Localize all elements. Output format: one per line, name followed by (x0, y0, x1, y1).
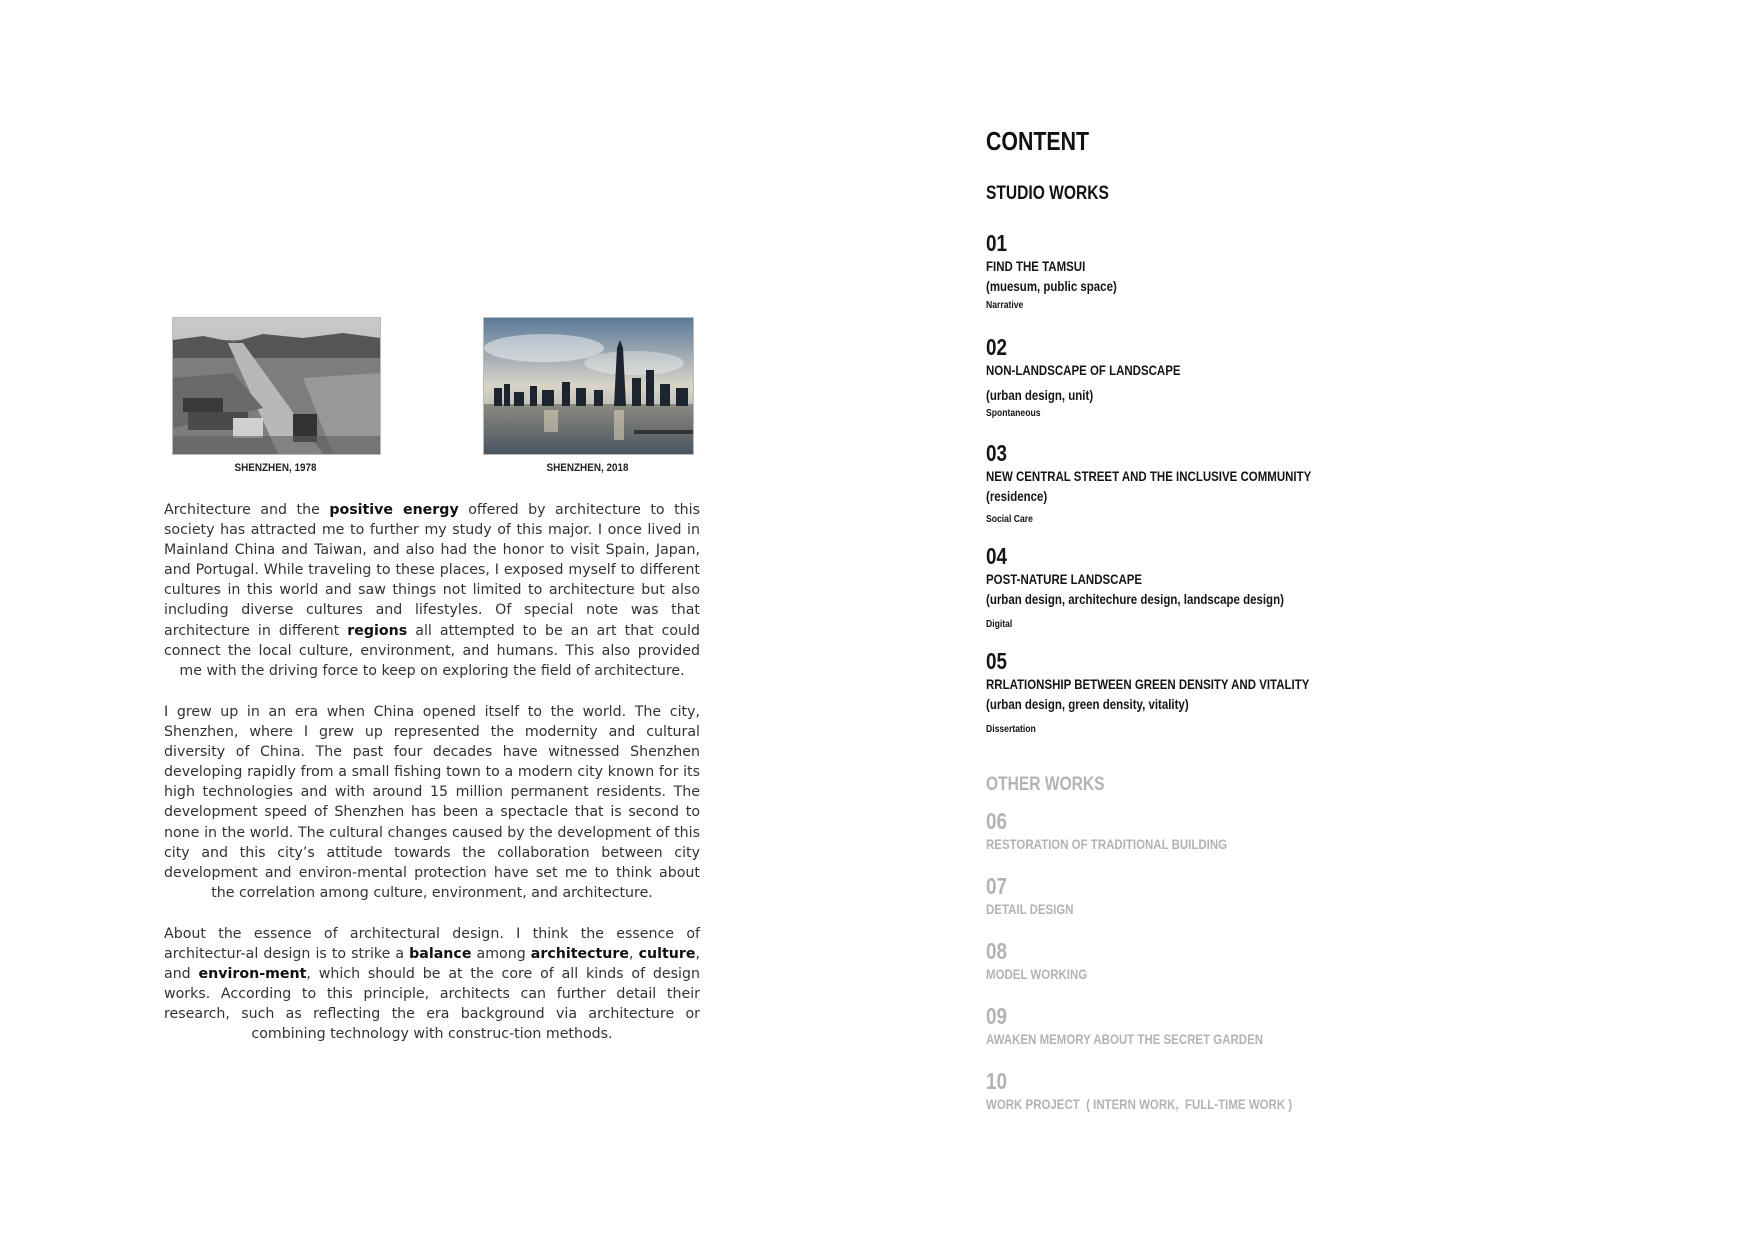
emphasis-term: environ-ment (198, 966, 307, 983)
shenzhen-1978-photo (172, 317, 381, 455)
toc-entry-08[interactable] (986, 938, 1586, 984)
entry-tag: Social Care (986, 513, 1033, 525)
toc-entry-06[interactable] (986, 808, 1586, 854)
entry-title: AWAKEN MEMORY ABOUT THE SECRET GARDEN (986, 1031, 1264, 1047)
toc-entry-03[interactable] (986, 440, 1586, 526)
entry-number: 06 (986, 808, 1007, 834)
entry-subtitle: (muesum, public space) (986, 278, 1117, 294)
toc-entry-09[interactable] (986, 1003, 1586, 1049)
entry-tag: Digital (986, 618, 1013, 630)
shenzhen-2018-photo (483, 317, 694, 455)
toc-entry-02[interactable] (986, 334, 1586, 420)
emphasis-term: regions (347, 622, 408, 639)
toc-entry-05[interactable] (986, 648, 1586, 736)
entry-title: MODEL WORKING (986, 966, 1088, 982)
entry-number: 10 (986, 1068, 1007, 1094)
toc-entry-01[interactable] (986, 230, 1586, 312)
entry-subtitle: (urban design, green density, vitality) (986, 696, 1189, 712)
entry-title: NON-LANDSCAPE OF LANDSCAPE (986, 362, 1181, 378)
entry-number: 07 (986, 873, 1007, 899)
photo-caption-2018: SHENZHEN, 2018 (546, 462, 629, 474)
essay-paragraph-1: Architecture and the positive energy offered by architecture to this society has attracted me to further my study of this major. I once lived in Mainland China and Taiwan, and also had the honor to visit Spain, Japan, and Portugal. While traveling to these places, I exposed myself to different cultures in this world and saw things not limited to architecture but also including diverse cultures and lifestyles. Of special note was that architecture in different regions all attempted to be an art that could connect the local culture, environment, and humans. This also provided me with the driving force to keep on exploring the field of architecture. (164, 502, 700, 679)
toc-entry-04[interactable] (986, 543, 1586, 631)
emphasis-term: positive energy (329, 502, 459, 518)
entry-number: 02 (986, 334, 1007, 360)
entry-title: WORK PROJECT ( INTERN WORK, FULL-TIME WORK ) (986, 1096, 1293, 1112)
entry-number: 01 (986, 230, 1007, 256)
entry-subtitle: (urban design, architechure design, landscape design) (986, 591, 1284, 607)
entry-title: NEW CENTRAL STREET AND THE INCLUSIVE COMMUNITY (986, 468, 1312, 484)
entry-tag: Narrative (986, 299, 1024, 311)
entry-number: 08 (986, 938, 1007, 964)
entry-title: FIND THE TAMSUI (986, 258, 1086, 274)
essay-paragraph-2: I grew up in an era when China opened itself to the world. The city, Shenzhen, where I grew up represented the modernity and cultural diversity of China. The past four decades have witnessed Shenzhen developing rapidly from a small fishing town to a modern city known for its high technologies and with around 15 million permanent residents. The development speed of Shenzhen has been a spectacle that is second to none in the world. The cultural changes caused by the development of this city and this city’s attitude towards the collaboration between city development and environ-mental protection have set me to think about the correlation among culture, environment, and architecture. (164, 704, 700, 901)
entry-subtitle: (residence) (986, 488, 1048, 504)
entry-subtitle: (urban design, unit) (986, 387, 1094, 403)
entry-tag: Dissertation (986, 723, 1036, 735)
toc-entry-10[interactable] (986, 1068, 1586, 1114)
other-works-heading: OTHER WORKS (986, 774, 1105, 795)
entry-title: RESTORATION OF TRADITIONAL BUILDING (986, 836, 1228, 852)
toc-title: CONTENT (986, 126, 1090, 156)
photo-caption-1978: SHENZHEN, 1978 (234, 462, 317, 474)
entry-title: DETAIL DESIGN (986, 901, 1074, 917)
entry-title: RRLATIONSHIP BETWEEN GREEN DENSITY AND VITALITY (986, 676, 1310, 692)
entry-number: 05 (986, 648, 1007, 674)
emphasis-term: culture (638, 946, 696, 963)
entry-title: POST-NATURE LANDSCAPE (986, 571, 1143, 587)
entry-number: 04 (986, 543, 1007, 569)
studio-works-heading: STUDIO WORKS (986, 183, 1109, 204)
toc-entry-07[interactable] (986, 873, 1586, 919)
entry-number: 09 (986, 1003, 1007, 1029)
emphasis-term: architecture (530, 946, 630, 963)
entry-number: 03 (986, 440, 1007, 466)
essay-paragraph-3: About the essence of architectural design. I think the essence of architectur-al design is to strike a balance among architecture, culture, and environ-ment, which should be at the core of all kinds of design works. According to this principle, architects can further detail their research, such as reflecting the era background via architecture or combining technology with construc-tion methods. (164, 926, 700, 1043)
entry-tag: Spontaneous (986, 407, 1041, 419)
emphasis-term: balance (409, 946, 472, 963)
